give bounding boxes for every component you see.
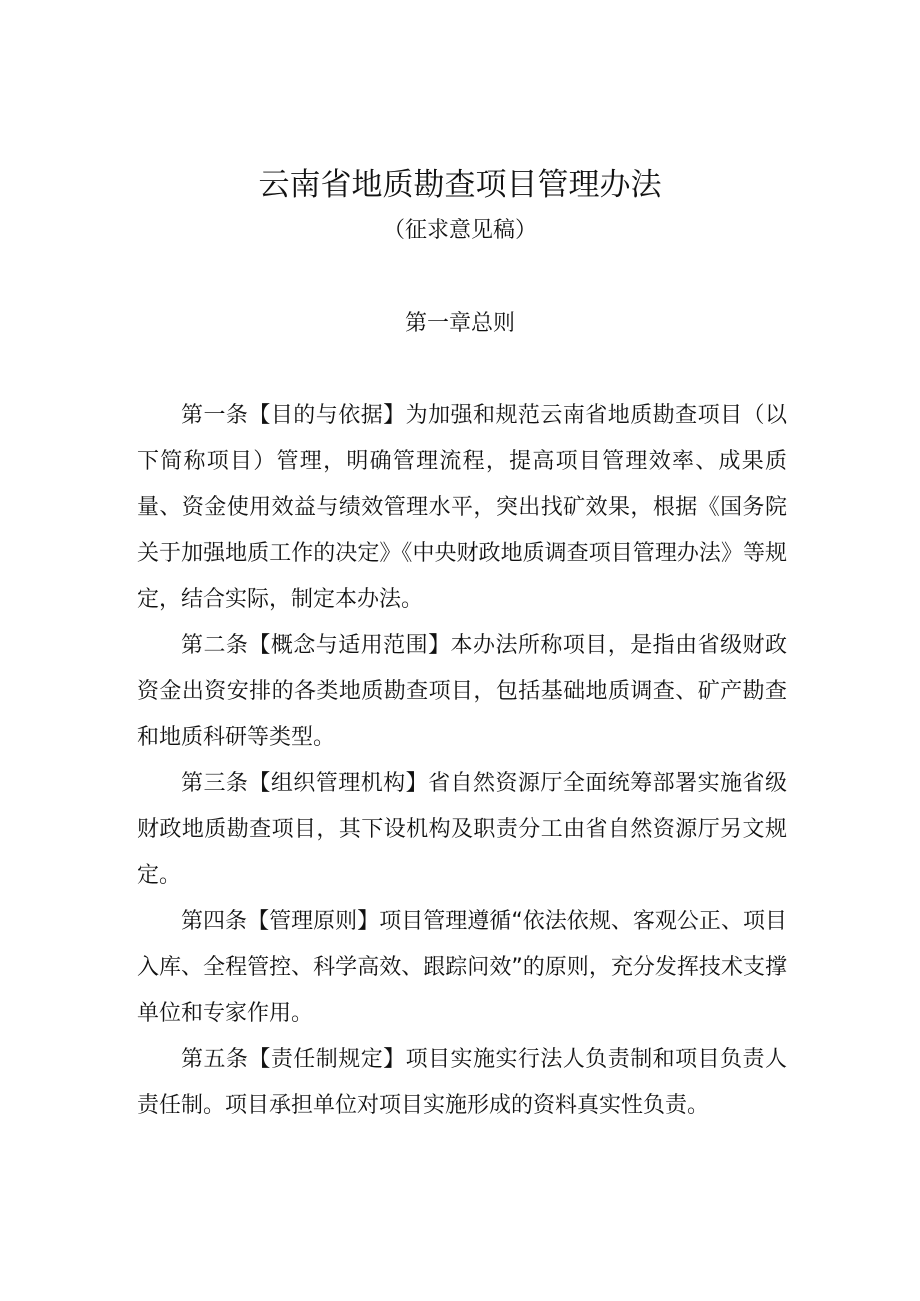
article-5: 第五条【责任制规定】项目实施实行法人负责制和项目负责人责任制。项目承担单位对项目实施形成的资料真实性负责。	[137, 1047, 787, 1118]
article-2: 第二条【概念与适用范围】本办法所称项目，是指由省级财政资金出资安排的各类地质勘查项目，包括基础地质调查、矿产勘查和地质科研等类型。	[137, 633, 787, 750]
chapter-heading: 第一章总则	[404, 311, 515, 336]
article-1: 第一条【目的与依据】为加强和规范云南省地质勘查项目（以下简称项目）管理，明确管理流程，提高项目管理效率、成果质量、资金使用效益与绩效管理水平，突出找矿效果，根据《国务院关于加强地质工作的决定》《中央财政地质调查项目管理办法》等规定，结合实际，制定本办法。	[137, 403, 787, 612]
document-subtitle: （征求意见稿）	[382, 218, 537, 243]
article-4: 第四条【管理原则】项目管理遵循“依法依规、客观公正、项目入库、全程管控、科学高效、跟踪问效”的原则，充分发挥技术支撑单位和专家作用。	[137, 909, 787, 1026]
article-3: 第三条【组织管理机构】省自然资源厅全面统筹部署实施省级财政地质勘查项目，其下设机构及职责分工由省自然资源厅另文规定。	[137, 771, 787, 888]
document-body	[137, 393, 787, 1129]
document-title: 云南省地质勘查项目管理办法	[258, 167, 662, 203]
